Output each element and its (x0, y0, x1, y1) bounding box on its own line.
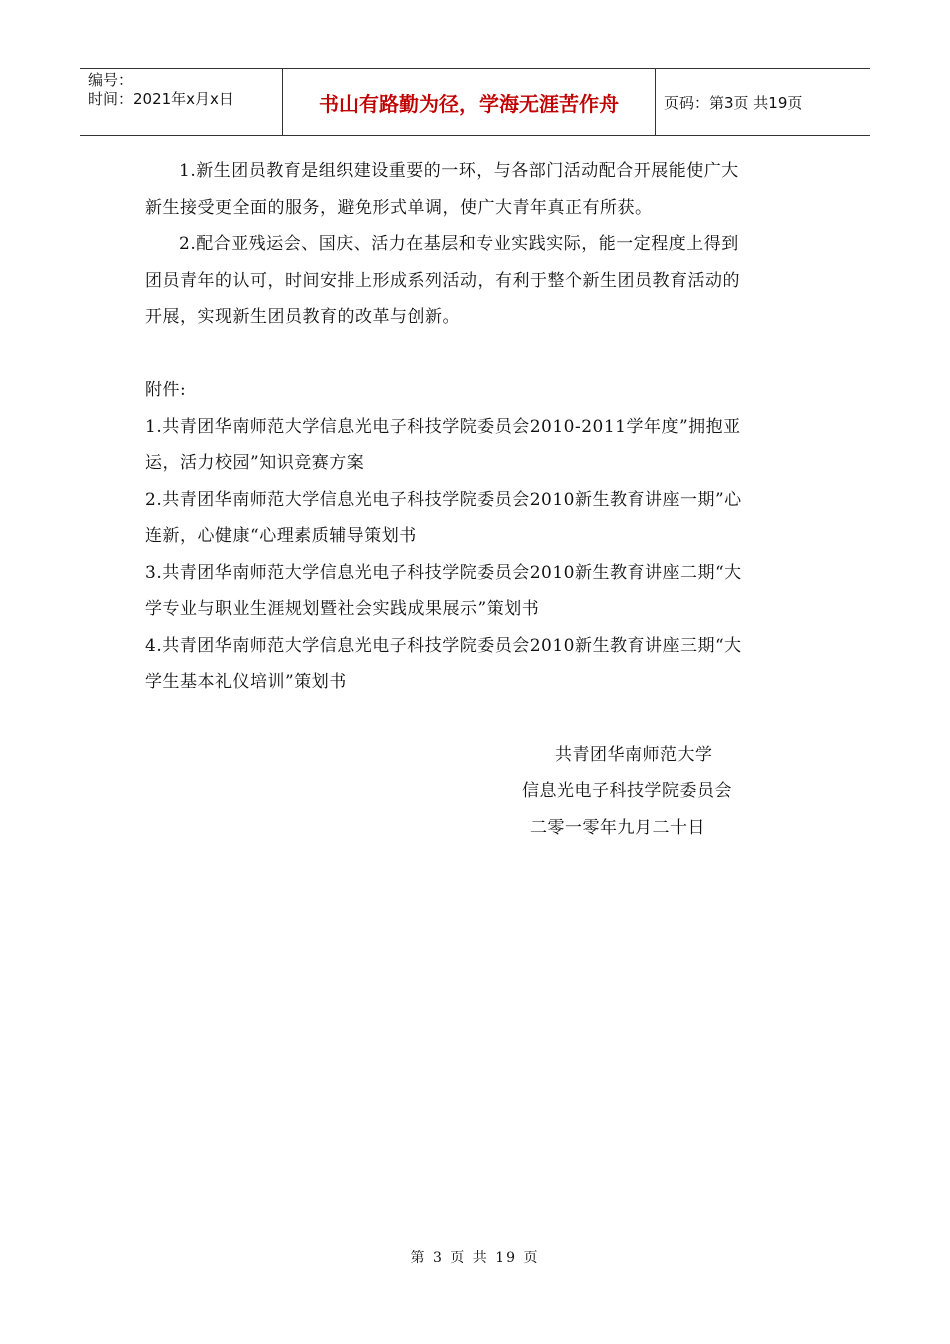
header-time-label: 时间：2021年x月x日 (88, 90, 234, 108)
signature-org-2: 信息光电子科技学院委员会 (522, 781, 732, 801)
page-footer: 第 3 页 共 19 页 (410, 1250, 540, 1266)
header-page-label: 页码：第3页 共19页 (664, 93, 803, 112)
attachment-2-line-1: 2.共青团华南师范大学信息光电子科技学院委员会2010新生教育讲座一期”心 (145, 489, 742, 510)
blank-line (145, 336, 810, 373)
attachment-3-line-2: 学专业与职业生涯规划暨社会实践成果展示”策划书 (145, 599, 540, 619)
paragraph-1-line-1: 1.新生团员教育是组织建设重要的一环，与各部门活动配合开展能使广大 (179, 161, 739, 181)
attachment-4-line-2: 学生基本礼仪培训”策划书 (145, 672, 347, 692)
signature-org-1: 共青团华南师范大学 (555, 745, 713, 765)
attachment-1-line-1: 1.共青团华南师范大学信息光电子科技学院委员会2010-2011学年度”拥抱亚 (145, 416, 741, 437)
attachment-3-line-1: 3.共青团华南师范大学信息光电子科技学院委员会2010新生教育讲座二期“大 (145, 562, 742, 583)
header-motto: 书山有路勤为径，学海无涯苦作舟 (282, 69, 656, 135)
header-number-label: 编号： (88, 71, 134, 89)
attachments-title: 附件: (145, 380, 187, 400)
paragraph-2-line-3: 开展，实现新生团员教育的改革与创新。 (145, 307, 460, 327)
paragraph-1-line-2: 新生接受更全面的服务，避免形式单调，使广大青年真正有所获。 (145, 197, 653, 218)
attachment-2-line-2: 连新，心健康“心理素质辅导策划书 (145, 526, 417, 546)
attachment-4-line-1: 4.共青团华南师范大学信息光电子科技学院委员会2010新生教育讲座三期“大 (145, 635, 742, 656)
signature-date: 二零一零年九月二十日 (530, 818, 705, 838)
paragraph-2-line-2: 团员青年的认可，时间安排上形成系列活动，有利于整个新生团员教育活动的 (145, 270, 740, 291)
attachment-1-line-2: 运，活力校园”知识竞赛方案 (145, 453, 365, 473)
header-meta (80, 69, 282, 135)
page-header (80, 68, 870, 136)
paragraph-2-line-1: 2.配合亚残运会、国庆、活力在基层和专业实践实际，能一定程度上得到 (179, 234, 739, 254)
document-body (145, 153, 810, 701)
